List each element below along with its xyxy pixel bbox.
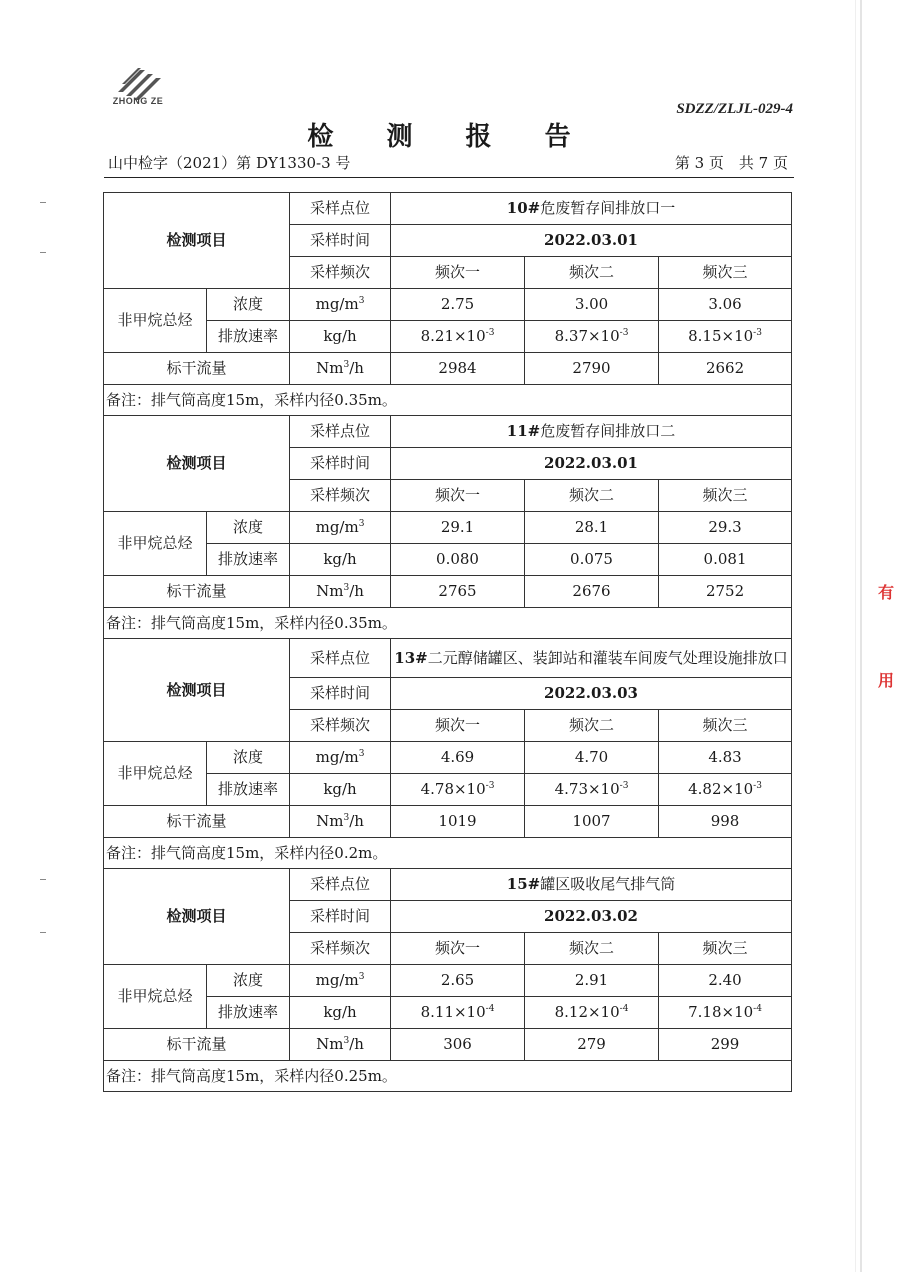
note-row — [104, 1061, 792, 1092]
report-number: 山中检字（2021）第 DY1330-3 号 — [108, 154, 351, 172]
conc-label: 浓度 — [207, 965, 290, 997]
item-label-cell: 检测项目 — [104, 869, 290, 965]
page-title: 检 测 报 告 — [307, 122, 593, 152]
site-row — [104, 416, 792, 448]
site-label: 采样点位 — [290, 639, 391, 678]
flow-label: 标干流量 — [104, 806, 290, 838]
rate-value: $8.12\times 10^{-4}$ — [525, 997, 659, 1029]
rate-row — [104, 774, 792, 806]
conc-value: 4.83 — [659, 742, 792, 774]
conc-value: 2.91 — [525, 965, 659, 997]
flow-value: 2765 — [391, 576, 525, 608]
scan-mark — [40, 202, 46, 203]
freq-3: 频次三 — [659, 933, 792, 965]
site-label: 采样点位 — [290, 869, 391, 901]
document-code: SDZZ/ZLJL-029-4 — [676, 101, 793, 117]
rate-row — [104, 544, 792, 576]
scan-mark — [40, 932, 46, 933]
freq-label: 采样频次 — [290, 933, 391, 965]
time-label: 采样时间 — [290, 448, 391, 480]
scan-edge-line — [860, 0, 862, 1272]
flow-value: 306 — [391, 1029, 525, 1061]
rate-value: $4.82\times 10^{-3}$ — [659, 774, 792, 806]
conc-value: 2.40 — [659, 965, 792, 997]
sample-date: 2022.03.02 — [391, 901, 792, 933]
note-text: 备注：排气筒高度15m，采样内径0.35m。 — [104, 608, 792, 639]
margin-stamp-char: 有 — [878, 583, 895, 602]
freq-3: 频次三 — [659, 480, 792, 512]
flow-value: 2676 — [525, 576, 659, 608]
conc-value: 2.65 — [391, 965, 525, 997]
freq-3: 频次三 — [659, 710, 792, 742]
flow-value: 1019 — [391, 806, 525, 838]
site-name-cell: 13#二元醇储罐区、装卸站和灌装车间废气处理设施排放口 — [391, 639, 792, 678]
rate-unit: kg/h — [290, 774, 391, 806]
site-row — [104, 193, 792, 225]
rate-value: $8.11\times 10^{-4}$ — [391, 997, 525, 1029]
nmhc-label: 非甲烷总烃 — [104, 512, 207, 576]
flow-row — [104, 353, 792, 385]
site-label: 采样点位 — [290, 416, 391, 448]
time-label: 采样时间 — [290, 901, 391, 933]
rate-value: $4.73\times 10^{-3}$ — [525, 774, 659, 806]
nmhc-label: 非甲烷总烃 — [104, 965, 207, 1029]
flow-unit: Nm$^3$/h — [290, 576, 391, 608]
site-label: 采样点位 — [290, 193, 391, 225]
conc-label: 浓度 — [207, 289, 290, 321]
flow-value: 998 — [659, 806, 792, 838]
rate-label: 排放速率 — [207, 774, 290, 806]
freq-1: 频次一 — [391, 257, 525, 289]
time-label: 采样时间 — [290, 678, 391, 710]
conc-value: 4.70 — [525, 742, 659, 774]
flow-value: 2752 — [659, 576, 792, 608]
conc-row — [104, 965, 792, 997]
conc-value: 28.1 — [525, 512, 659, 544]
flow-label: 标干流量 — [104, 576, 290, 608]
flow-unit: Nm$^3$/h — [290, 353, 391, 385]
rate-row — [104, 997, 792, 1029]
rate-value: 0.075 — [525, 544, 659, 576]
test-results-table — [103, 192, 792, 1092]
conc-value: 4.69 — [391, 742, 525, 774]
conc-value: 29.1 — [391, 512, 525, 544]
freq-2: 频次二 — [525, 710, 659, 742]
freq-1: 频次一 — [391, 710, 525, 742]
item-label-cell: 检测项目 — [104, 193, 290, 289]
rate-unit: kg/h — [290, 997, 391, 1029]
conc-row — [104, 742, 792, 774]
flow-row — [104, 1029, 792, 1061]
flow-value: 2662 — [659, 353, 792, 385]
rate-value: $8.15\times 10^{-3}$ — [659, 321, 792, 353]
sample-date: 2022.03.03 — [391, 678, 792, 710]
conc-label: 浓度 — [207, 512, 290, 544]
flow-row — [104, 806, 792, 838]
note-row — [104, 838, 792, 869]
rate-value: 0.080 — [391, 544, 525, 576]
freq-1: 频次一 — [391, 933, 525, 965]
margin-stamp-char: 用 — [878, 671, 895, 690]
site-row — [104, 869, 792, 901]
flow-row — [104, 576, 792, 608]
flow-value: 1007 — [525, 806, 659, 838]
scan-mark — [40, 879, 46, 880]
item-label-cell: 检测项目 — [104, 639, 290, 742]
freq-3: 频次三 — [659, 257, 792, 289]
flow-unit: Nm$^3$/h — [290, 806, 391, 838]
scan-edge-line — [855, 0, 856, 1272]
note-row — [104, 608, 792, 639]
page-number: 第 3 页 共 7 页 — [674, 154, 788, 172]
item-label-cell: 检测项目 — [104, 416, 290, 512]
flow-label: 标干流量 — [104, 1029, 290, 1061]
rate-value: $7.18\times 10^{-4}$ — [659, 997, 792, 1029]
freq-label: 采样频次 — [290, 710, 391, 742]
sample-date: 2022.03.01 — [391, 448, 792, 480]
site-name-cell: 10#危废暂存间排放口一 — [391, 193, 792, 225]
site-row — [104, 639, 792, 678]
note-row — [104, 385, 792, 416]
scan-mark — [40, 252, 46, 253]
logo-text: ZHONG ZE — [112, 96, 164, 106]
rate-value: 0.081 — [659, 544, 792, 576]
nmhc-label: 非甲烷总烃 — [104, 742, 207, 806]
freq-label: 采样频次 — [290, 257, 391, 289]
rate-value: $4.78\times 10^{-3}$ — [391, 774, 525, 806]
conc-unit: $mg/m^3$ — [290, 965, 391, 997]
header-rule — [104, 177, 794, 178]
conc-value: 3.06 — [659, 289, 792, 321]
conc-value: 29.3 — [659, 512, 792, 544]
time-label: 采样时间 — [290, 225, 391, 257]
freq-1: 频次一 — [391, 480, 525, 512]
rate-row — [104, 321, 792, 353]
freq-2: 频次二 — [525, 480, 659, 512]
conc-row — [104, 512, 792, 544]
flow-value: 279 — [525, 1029, 659, 1061]
flow-value: 2984 — [391, 353, 525, 385]
rate-value: $8.21\times 10^{-3}$ — [391, 321, 525, 353]
note-text: 备注：排气筒高度15m，采样内径0.2m。 — [104, 838, 792, 869]
freq-2: 频次二 — [525, 933, 659, 965]
flow-unit: Nm$^3$/h — [290, 1029, 391, 1061]
rate-label: 排放速率 — [207, 544, 290, 576]
conc-row — [104, 289, 792, 321]
flow-value: 299 — [659, 1029, 792, 1061]
conc-unit: $mg/m^3$ — [290, 512, 391, 544]
rate-label: 排放速率 — [207, 997, 290, 1029]
note-text: 备注：排气筒高度15m，采样内径0.25m。 — [104, 1061, 792, 1092]
flow-label: 标干流量 — [104, 353, 290, 385]
conc-unit: $mg/m^3$ — [290, 742, 391, 774]
rate-value: $8.37\times 10^{-3}$ — [525, 321, 659, 353]
conc-value: 3.00 — [525, 289, 659, 321]
flow-value: 2790 — [525, 353, 659, 385]
conc-label: 浓度 — [207, 742, 290, 774]
site-name-cell: 15#罐区吸收尾气排气筒 — [391, 869, 792, 901]
rate-unit: kg/h — [290, 321, 391, 353]
nmhc-label: 非甲烷总烃 — [104, 289, 207, 353]
site-name-cell: 11#危废暂存间排放口二 — [391, 416, 792, 448]
note-text: 备注：排气筒高度15m，采样内径0.35m。 — [104, 385, 792, 416]
conc-value: 2.75 — [391, 289, 525, 321]
rate-label: 排放速率 — [207, 321, 290, 353]
freq-label: 采样频次 — [290, 480, 391, 512]
freq-2: 频次二 — [525, 257, 659, 289]
conc-unit: $mg/m^3$ — [290, 289, 391, 321]
rate-unit: kg/h — [290, 544, 391, 576]
sample-date: 2022.03.01 — [391, 225, 792, 257]
